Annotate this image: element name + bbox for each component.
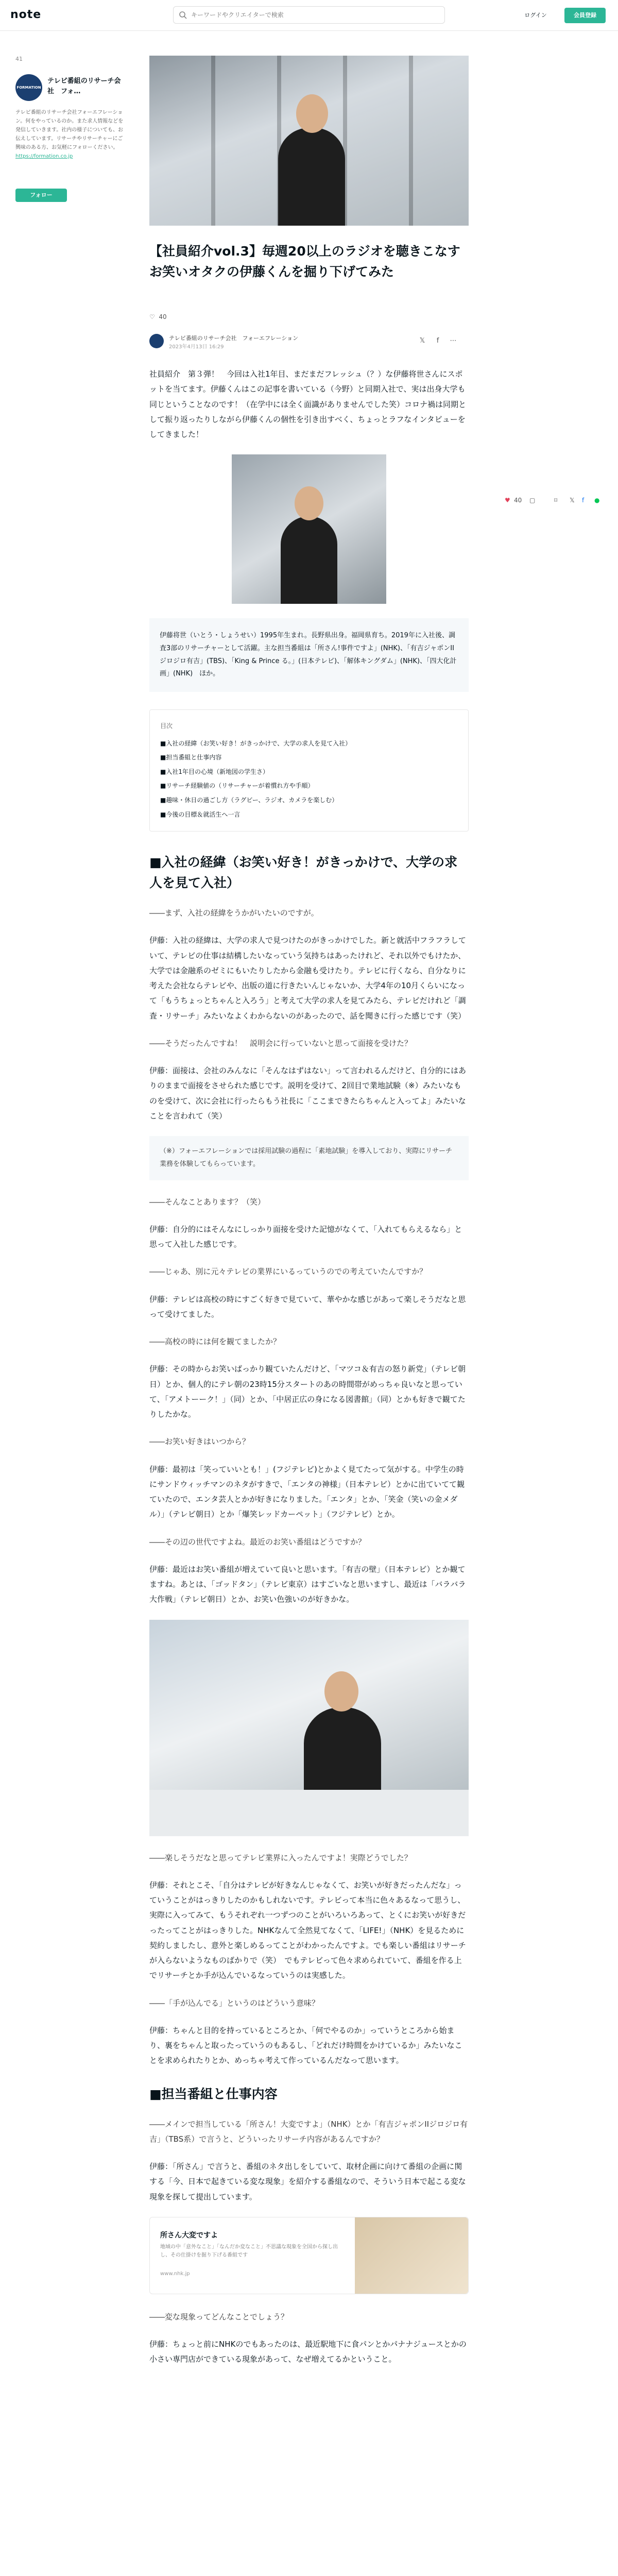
like-count: 40 [159, 313, 167, 320]
profile-photo [232, 454, 386, 604]
answer: 伊藤：テレビは高校の時にすごく好きで見ていて、華やかな感じがあって楽しそうだなと思って受けてました。 [149, 1294, 466, 1319]
question: ――そうだったんですね！ 説明会に行っていないと思って面接を受けた？ [149, 1038, 413, 1048]
article-hero [149, 56, 469, 226]
question: ――楽しそうだなと思ってテレビ業界に入ったんですよ！実際どうでした？ [149, 1853, 412, 1862]
profile-box: 伊藤将世（いとう・しょうせい）1995年生まれ。長野県出身。福岡県育ち。2019年に入社後、調査3部のリサーチャーとして活躍。主な担当番組は「所さん!事件ですよ」(NHK)、「有吉ジャポンIIジロジロ有吉」(TBS)、「King & Prince る。」(日本テレビ)、「解体キングダム」(NHK)、「四大化計画」(NHK) ほか。 [149, 618, 469, 692]
line-icon[interactable]: ● [594, 497, 600, 504]
intro-paragraph: 社員紹介 第３弾！ 今回は入社1年目、まだまだフレッシュ（？）な伊藤将世さんにスポットを当てます。伊藤くんはこの記事を書いている（今野）と同期入社で、実は出身大学も同じということなのです！（在学中には全く面識がありませんでした笑）コロナ禍は同期として振り返ったりしながら伊藤くんの個性を引き出すべく、ちょっとラフなインタビューをしてきました！ [149, 369, 467, 439]
answer: 伊藤：それとこそ、「自分はテレビが好きなんじゃなくて、お笑いが好きだったんだな」っていうことがはっきりしたのかもしれないです。テレビって本当に色々あるなって思うし、実際に入ってみて、もうそれぞれ一つずつのことがいろいろあって、とくにお笑いが好きだったってことがはっきりした。NHKなんて全然見てなくて、「LIFE!」（NHK）を見るために契約しましたし、意外と楽しめるってことがわかったんですよ。でも楽しい番組はリサーチが入らないようなものばかりで（笑） でもテレビって色々求められていて、番組を作る上でリサーチとか手が込んでいるなっていうのは実感した。 [149, 1880, 466, 1980]
embed-link-card[interactable] [149, 2217, 469, 2294]
link-card-title: 所さん大変ですよ [160, 2231, 218, 2240]
x-share-icon[interactable]: 𝕏 [570, 497, 575, 504]
follower-count: 41 [15, 56, 23, 62]
interview-photo [149, 1620, 469, 1836]
org-desc-text: テレビ番組のリサーチ会社フォーエフレーション。何をやっているのか。また求人情報などを発信していきます。社内の様子についても、お伝えしています。リサーチやリサーチャーにご興味のある方、お気軽にフォローください。 [15, 110, 124, 150]
org-name[interactable]: テレビ番組のリサーチ会社 フォ… [47, 77, 121, 95]
search-box[interactable] [173, 6, 445, 24]
publish-date: 2023年4月13日 16:29 [169, 344, 224, 350]
toc-heading: 目次 [160, 722, 173, 730]
toc-item[interactable]: ■今後の目標＆就活生へ一言 [160, 810, 241, 818]
answer: 伊藤：最初は「笑っていいとも！」(フジテレビ)とかよく見てたって気がする。中学生の時にサンドウィッチマンのネタがすきで、「エンタの神様」（日本テレビ）とかに出ていてて観ていたので、エンタ芸人とかが好きになりました。「エンタ」とか、「笑金（笑いの金メダル）」（テレビ朝日）とか「爆笑レッドカーペット」（フジテレビ）とか。 [149, 1464, 465, 1519]
answer: 伊藤：自分的にはそんなにしっかり面接を受けた記憶がなくて、「入れてもらえるなら」と思って入社した感じです。 [149, 1224, 462, 1249]
bookmark-icon[interactable]: ⌑ [554, 497, 558, 504]
heart-icon[interactable]: ♡ [149, 313, 155, 320]
answer: 伊藤：その時からお笑いばっかり観ていたんだけど、「マツコ＆有吉の怒り新党」（テレビ朝日）とか、個人的にテレ朝の23時15分スタートのあの時間帯がめっちゃ良いなと思っていて、「アメトーーク！」（同）とか、「中居正広の身になる図書館」（同）とかも好きで観てたりしたかな。 [149, 1364, 466, 1419]
like-count-floating: 40 [514, 497, 522, 504]
question: ――高校の時には何を観てましたか？ [149, 1337, 281, 1347]
comment-icon[interactable]: ▢ [529, 497, 536, 504]
person-figure [278, 128, 345, 226]
answer: 伊藤：ちょっと前にNHKのでもあったのは、最近駅地下に食パンとかパナナジュースとかの小さい専門店ができている現象があって、なぜ増えてるかということ。 [149, 2340, 467, 2364]
answer: 伊藤：入社の経緯は、大学の求人で見つけたのがきっかけでした。新と就活中フラフラしていて、テレビの仕事は結構したいなっていう気持ちはあったけれど、それ以外でもけたか、大学では金融系のゼミにもいたりしたから金融も受けたり。テレビに行くなら、自分なりに考えた会社ならテレビや、出版の道に行きたいんじゃないか、大学4年の10月くらいになって「もうちょっとちゃんと入ろう」と考えて大学の求人を見てみたら、テレビだけれど「調査・リサーチ」みたいなよくわからないのがあったので、話を聞きに行った感じです（笑） [149, 936, 467, 1021]
top-header [0, 0, 618, 31]
x-share-icon[interactable]: 𝕏 [419, 337, 425, 345]
hero-image [149, 56, 469, 226]
person-figure [281, 516, 337, 604]
question: ――そんなことあります？（笑） [149, 1197, 266, 1207]
answer: 伊藤：ちゃんと目的を持っているところとか、「何でやるのか」っていうところから始まり、裏をちゃんと取ったっていうのもあるし、「どれだけ時間をかけているか」みたいなことを求められたりとか、めっちゃ考えて作っているんだなって思います。 [149, 2025, 462, 2065]
question: ――じゃあ、別に元々テレビの業界にいるっていうのでの考えていたんですか？ [149, 1267, 427, 1277]
answer: 伊藤：面接は、会社のみんなに「そんなはずはない」って言われるんだけど、自分的にはありのままで面接をさせられた感じです。説明を受けて、2回目で業地試験（※）みたいなものを受けて、次に会社に行ったらもう社長に「ここまできたらちゃんと入ってよ」みたいなことを言われて（笑） [149, 1066, 467, 1121]
signup-button[interactable]: 会員登録 [564, 8, 606, 23]
person-head [324, 1671, 358, 1711]
section-heading: ■入社の経緯（お笑い好き！がきっかけで、大学の求人を見て入社） [149, 855, 458, 891]
article-title: 【社員紹介vol.3】毎週20以上のラジオを聴きこなすお笑いオタクの伊藤くんを掘り下げてみた [149, 244, 460, 279]
person-head [295, 486, 323, 520]
search-input[interactable] [191, 10, 438, 20]
author-name[interactable]: テレビ番組のリサーチ会社 フォーエフレーション [169, 335, 299, 342]
toc-item[interactable]: ■趣味・休日の過ごし方（ラグビー、ラジオ、カメラを楽しむ） [160, 796, 338, 804]
toc-item[interactable]: ■入社の経緯（お笑い好き！がきっかけで、大学の求人を見て入社） [160, 739, 352, 747]
table-of-contents [149, 709, 469, 832]
question: ――メインで担当している「所さん！大変ですよ」（NHK）とか「有吉ジャポンIIジロジロ有吉」（TBS系）で言うと、どういったリサーチ内容があるんですか？ [149, 2119, 468, 2144]
author-sidebar [15, 56, 124, 198]
desk [149, 1790, 469, 1836]
login-button[interactable]: ログイン [524, 12, 547, 19]
question: ――「手が込んでる」というのはどういう意味？ [149, 1998, 320, 2008]
question: ――その辺の世代ですよね。最近のお笑い番組はどうですか？ [149, 1537, 366, 1547]
question: ――変な現象ってどんなことでしょう？ [149, 2312, 289, 2321]
question: ――お笑い好きはいつから？ [149, 1437, 250, 1447]
toc-item[interactable]: ■入社1年目の心境（新地図の学生さ） [160, 768, 269, 775]
question: ――まず、入社の経緯をうかがいたいのですが。 [149, 908, 319, 918]
more-icon[interactable]: ⋯ [450, 337, 457, 345]
org-avatar[interactable]: FORMATION [15, 74, 42, 101]
author-row [149, 332, 469, 352]
follow-button[interactable]: フォロー [15, 189, 67, 202]
article-body [149, 367, 469, 2380]
heart-icon[interactable]: ♥ [505, 497, 510, 504]
org-link[interactable]: https://formation.co.jp [15, 154, 73, 159]
note-box: （※）フォーエフレーションでは採用試験の過程に「素地試験」を導入しており、実際にリサーチ業務を体験してもらっています。 [149, 1136, 469, 1180]
link-card-thumbnail [355, 2217, 468, 2294]
link-card-desc: 地域の中「意外なこと」「なんだか変なこと」不思議な現象を全国から探し出し、その仕掛けを掘り下げる番組です [160, 2244, 338, 2258]
author-avatar[interactable] [149, 334, 164, 348]
facebook-icon[interactable]: f [582, 497, 585, 504]
floating-actions [505, 495, 608, 510]
note-logo[interactable]: note [10, 8, 42, 21]
link-card-url: www.nhk.jp [160, 2270, 190, 2277]
like-row [149, 313, 167, 320]
person-head [296, 94, 328, 133]
facebook-icon[interactable]: f [436, 337, 439, 345]
answer: 伊藤：最近はお笑い番組が増えていて良いと思います。「有吉の壁」（日本テレビ）とか観てますね。あとは、「ゴッドタン」（テレビ東京）はすごいなと思いますし、最近は「バラバラ大作戦」（テレビ朝日）とか、お笑い色強いのが好きかな。 [149, 1564, 466, 1604]
share-icons [412, 335, 469, 347]
toc-item[interactable]: ■リサーチ経験値の（リサーチャーが着慣れ方や手順） [160, 782, 314, 790]
section-heading: ■担当番組と仕事内容 [149, 2086, 278, 2102]
search-icon [179, 11, 187, 19]
answer: 伊藤：「所さん」で言うと、番組のネタ出しをしていて、取材企画に向けて番組の企画に関する「今、日本で起きている変な現象」を紹介する番組なので、そういう日本で起こる変な現象を探して提出しています。 [149, 2162, 466, 2201]
toc-item[interactable]: ■担当番組と仕事内容 [160, 754, 222, 761]
org-description [15, 108, 124, 161]
